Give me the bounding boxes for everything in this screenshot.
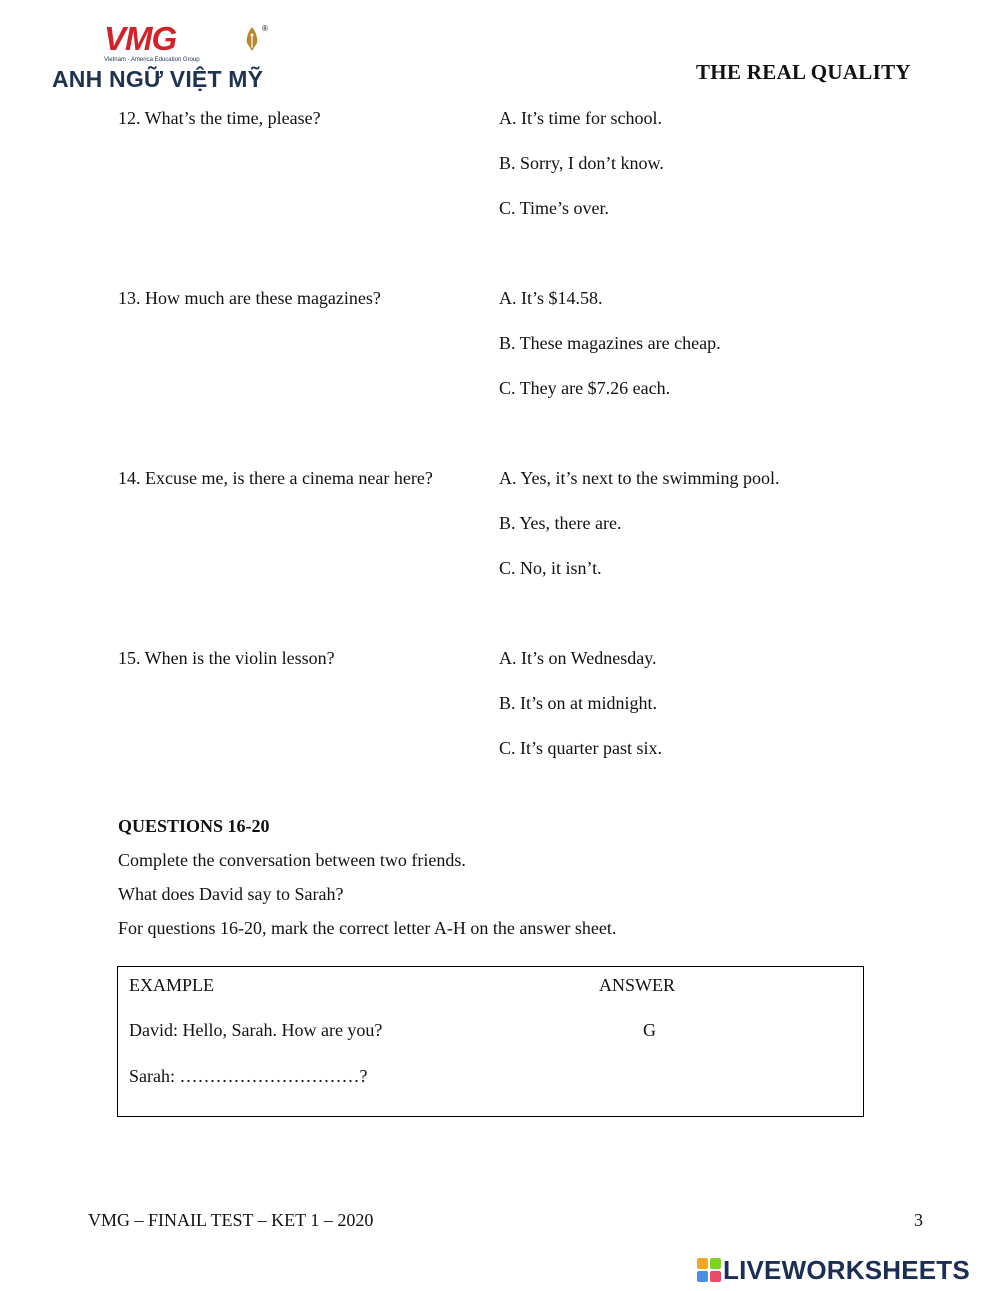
question-12-option-b: B. Sorry, I don’t know. (499, 153, 664, 173)
question-15-option-c: C. It’s quarter past six. (499, 738, 662, 758)
question-13-option-b: B. These magazines are cheap. (499, 333, 721, 353)
question-14-option-c: C. No, it isn’t. (499, 558, 602, 578)
section-instruction-1: Complete the conversation between two friends. (118, 850, 466, 870)
question-12-text: 12. What’s the time, please? (118, 108, 321, 128)
question-15-option-b: B. It’s on at midnight. (499, 693, 658, 713)
question-13-option-c: C. They are $7.26 each. (499, 378, 671, 398)
question-12-option-c: C. Time’s over. (499, 198, 610, 218)
example-line-david: David: Hello, Sarah. How are you? (129, 1020, 383, 1040)
header-slogan: THE REAL QUALITY (696, 60, 911, 84)
question-15-option-a: A. It’s on Wednesday. (499, 648, 657, 668)
logo-vmg-text: VMG (104, 20, 177, 57)
page-number: 3 (914, 1210, 923, 1230)
footer-test-title: VMG – FINAIL TEST – KET 1 – 2020 (88, 1210, 374, 1230)
question-13-option-a: A. It’s $14.58. (499, 288, 603, 308)
example-answer: G (643, 1020, 656, 1040)
lw-cell-e (710, 1271, 721, 1282)
logo-name: ANH NGỮ VIỆT MỸ (52, 66, 264, 92)
question-14-option-b: B. Yes, there are. (499, 513, 622, 533)
brand-logo (50, 22, 280, 94)
question-15-text: 15. When is the violin lesson? (118, 648, 335, 668)
example-label: EXAMPLE (129, 975, 214, 995)
answer-label: ANSWER (599, 975, 675, 995)
section-instruction-2: What does David say to Sarah? (118, 884, 344, 904)
lw-cell-v (697, 1271, 708, 1282)
question-12-option-a: A. It’s time for school. (499, 108, 662, 128)
lw-cell-i (710, 1258, 721, 1269)
question-13-text: 13. How much are these magazines? (118, 288, 381, 308)
logo-tagline: Vietnam - America Education Group (104, 57, 200, 63)
lw-cell-l (697, 1258, 708, 1269)
liveworksheets-text: LIVEWORKSHEETS (723, 1255, 970, 1285)
logo-mark (104, 20, 268, 57)
liveworksheets-grid-icon (697, 1258, 721, 1282)
section-title: QUESTIONS 16-20 (118, 816, 270, 836)
pen-nib-icon (245, 26, 259, 52)
question-14-text: 14. Excuse me, is there a cinema near here? (118, 468, 433, 488)
example-box (117, 966, 864, 1117)
question-14-option-a: A. Yes, it’s next to the swimming pool. (499, 468, 780, 488)
section-instruction-3: For questions 16-20, mark the correct letter A-H on the answer sheet. (118, 918, 617, 938)
example-line-sarah: Sarah: …………………………? (129, 1066, 368, 1086)
registered-mark: ® (262, 24, 268, 33)
